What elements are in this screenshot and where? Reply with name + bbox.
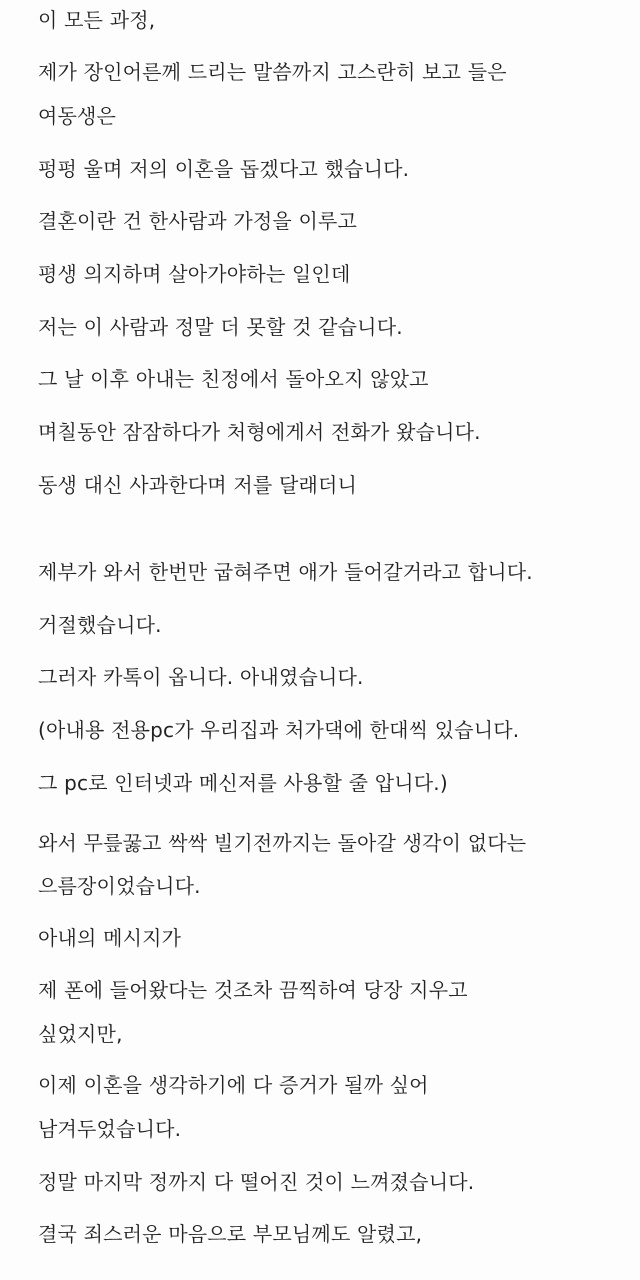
text-line: 평생 의지하며 살아가야하는 일인데 (38, 262, 351, 286)
text-line: 남겨두었습니다. (38, 1117, 182, 1141)
text-line: 그 날 이후 아내는 친정에서 돌아오지 않았고 (38, 367, 429, 391)
text-line: 여동생은 (38, 104, 117, 128)
text-line: 그 pc로 인터넷과 메신저를 사용할 줄 압니다.) (38, 771, 448, 795)
text-line: 결국 죄스러운 마음으로 부모님께도 알렸고, (38, 1222, 423, 1246)
text-line: 제 폰에 들어왔다는 것조차 끔찍하여 당장 지우고 (38, 978, 468, 1002)
text-line: 결혼이란 건 한사람과 가정을 이루고 (38, 209, 358, 233)
text-line: 거절했습니다. (38, 613, 162, 637)
text-line: 아내의 메시지가 (38, 926, 182, 950)
text-line: 제가 장인어른께 드리는 말씀까지 고스란히 보고 들은 (38, 60, 507, 84)
text-line: 제부가 와서 한번만 굽혀주면 애가 들어갈거라고 합니다. (38, 560, 533, 584)
text-line: 펑펑 울며 저의 이혼을 돕겠다고 했습니다. (38, 157, 410, 181)
text-line: 이 모든 과정, (38, 8, 156, 32)
text-line: 저는 이 사람과 정말 더 못할 것 같습니다. (38, 315, 403, 339)
text-line: 며칠동안 잠잠하다가 처형에게서 전화가 왔습니다. (38, 420, 481, 444)
text-line: 이제 이혼을 생각하기에 다 증거가 될까 싶어 (38, 1073, 429, 1097)
text-line: 동생 대신 사과한다며 저를 달래더니 (38, 473, 358, 497)
text-line: 으름장이었습니다. (38, 874, 201, 898)
text-line: 정말 마지막 정까지 다 떨어진 것이 느껴졌습니다. (38, 1170, 475, 1194)
text-line: 싶었지만, (38, 1022, 123, 1046)
text-line: (아내용 전용pc가 우리집과 처가댁에 한대씩 있습니다. (38, 718, 520, 742)
text-line: 그러자 카톡이 옵니다. 아내였습니다. (38, 665, 364, 689)
text-line: 와서 무릎꿇고 싹싹 빌기전까지는 돌아갈 생각이 없다는 (38, 831, 527, 855)
